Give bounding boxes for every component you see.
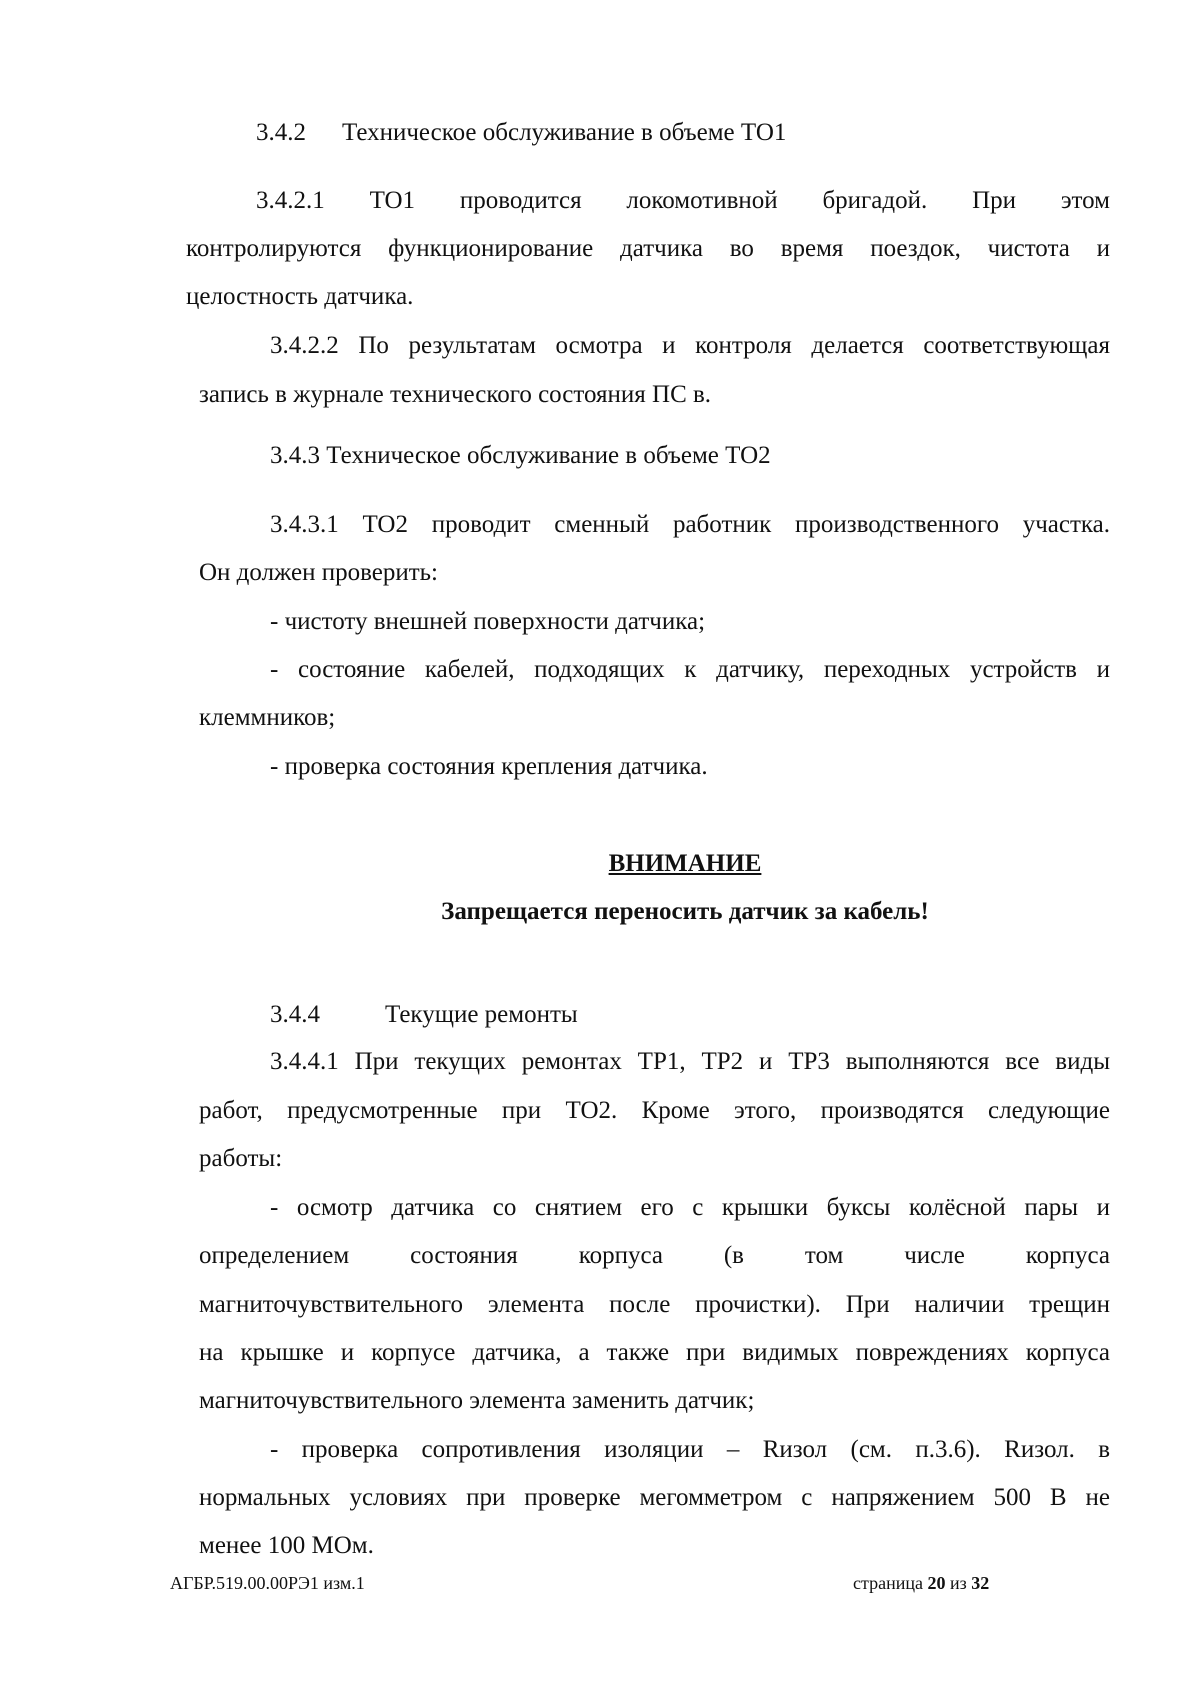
warning-title: ВНИМАНИЕ: [608, 850, 762, 877]
paragraph-3-4-2-2-line: 3.4.2.2 По результатам осмотра и контроля делается соответствующая: [270, 332, 1110, 359]
list-item-continuation: магниточувствительного элемента после прочистки). При наличии трещин: [199, 1291, 1110, 1318]
list-item-continuation: определением состояния корпуса (в том числе корпуса: [199, 1242, 1110, 1269]
section-title: Техническое обслуживание в объеме ТО1: [342, 119, 787, 146]
section-3-4-2-heading: [256, 118, 786, 148]
paragraph-3-4-4-1-line: работы:: [199, 1145, 283, 1172]
page-total: 32: [971, 1573, 990, 1593]
list-item-continuation: нормальных условиях при проверке мегомметром с напряжением 500 В не: [199, 1484, 1110, 1511]
list-item-continuation: на крышке и корпусе датчика, а также при видимых повреждениях корпуса: [199, 1339, 1110, 1366]
paragraph-3-4-2-1-line: целостность датчика.: [186, 283, 414, 310]
page-label: страница: [853, 1573, 923, 1593]
list-item: - проверка сопротивления изоляции – Rизол (см. п.3.6). Rизол. в: [270, 1436, 1110, 1463]
section-title: Текущие ремонты: [385, 1001, 578, 1028]
page-counter: [853, 1572, 989, 1594]
paragraph-3-4-2-1-line: 3.4.2.1 ТО1 проводится локомотивной бригадой. При этом: [256, 187, 1110, 214]
section-3-4-4-heading: [270, 1000, 578, 1030]
of-label: из: [949, 1573, 967, 1593]
paragraph-3-4-4-1-line: 3.4.4.1 При текущих ремонтах ТР1, ТР2 и ТР3 выполняются все виды: [270, 1048, 1110, 1075]
warning-text: Запрещается переносить датчик за кабель!: [441, 898, 929, 925]
paragraph-3-4-4-1-line: работ, предусмотренные при ТО2. Кроме этого, производятся следующие: [199, 1097, 1110, 1124]
paragraph-3-4-3-1-line: 3.4.3.1 ТО2 проводит сменный работник производственного участка.: [270, 511, 1110, 538]
list-item: - осмотр датчика со снятием его с крышки буксы колёсной пары и: [270, 1194, 1110, 1221]
list-item-continuation: магниточувствительного элемента заменить датчик;: [199, 1387, 755, 1414]
section-3-4-3-heading: 3.4.3 Техническое обслуживание в объеме ТО2: [270, 442, 771, 469]
list-item: - состояние кабелей, подходящих к датчику, переходных устройств и: [270, 656, 1110, 683]
list-item: - чистоту внешней поверхности датчика;: [270, 608, 706, 635]
list-item-continuation: менее 100 МОм.: [199, 1532, 374, 1559]
paragraph-3-4-3-1-line: Он должен проверить:: [199, 559, 439, 586]
section-number: 3.4.4: [270, 1001, 320, 1028]
list-item-continuation: клеммников;: [199, 704, 336, 731]
document-code: АГБР.519.00.00РЭ1 изм.1: [170, 1573, 365, 1593]
paragraph-3-4-2-2-line: запись в журнале технического состояния ПС в.: [199, 381, 712, 408]
page-current: 20: [927, 1573, 946, 1593]
list-item: - проверка состояния крепления датчика.: [270, 753, 708, 780]
paragraph-3-4-2-1-line: контролируются функционирование датчика во время поездок, чистота и: [186, 235, 1110, 262]
section-number: 3.4.2: [256, 119, 306, 146]
